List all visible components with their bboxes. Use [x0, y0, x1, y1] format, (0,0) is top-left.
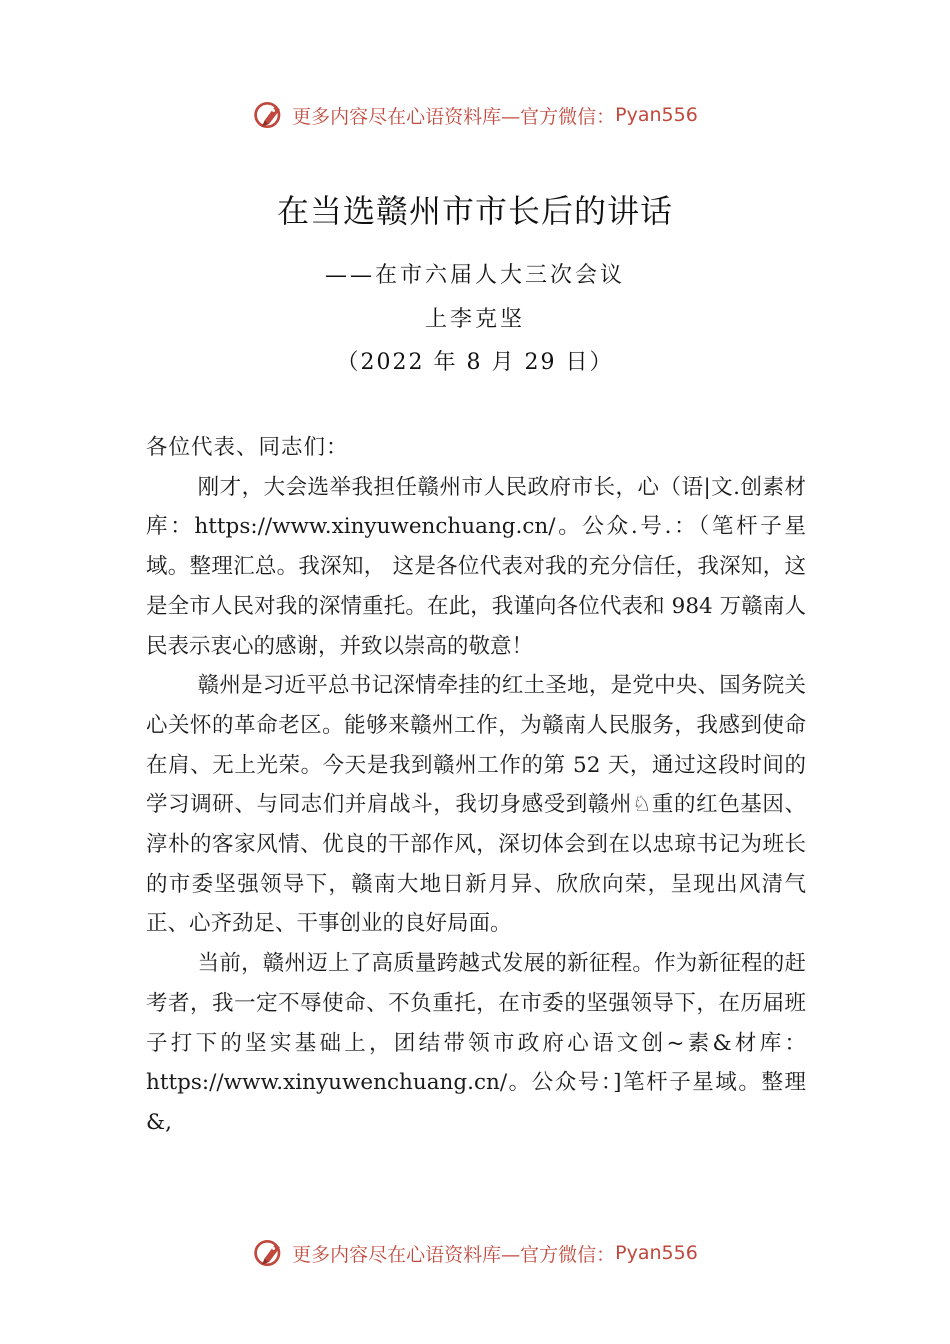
header-banner: [0, 95, 950, 135]
footer-banner: [0, 1233, 950, 1273]
document-subtitle-1: ——在市六届人大三次会议: [324, 263, 625, 288]
document-date: （2022 年 8 月 29 日）: [336, 350, 614, 375]
pen-nib-logo-icon: [252, 1235, 288, 1271]
banner-text: 更多内容尽在心语资料库—官方微信：: [292, 1243, 616, 1266]
document-title: 在当选赣州市市长后的讲话: [276, 192, 673, 230]
pen-nib-logo-icon: [252, 97, 288, 133]
banner-wechat-id: Pyan556: [615, 1242, 698, 1264]
banner-wechat-id: Pyan556: [615, 104, 698, 126]
greeting: 各位代表、同志们：: [146, 435, 349, 460]
paragraph-1: 刚才，大会选举我担任赣州市人民政府市长，心（语|文.创素材库：https://www.xinyuwenchuang.cn/。公众.号.：（笔杆子星域。整理汇总。我深知， 这是各位代表对我的充分信任，我深知，这是全市人民对我的深情重托。在此，我谨向各位代表和 984 万赣南人民表示衷心的感谢，并致以崇高的敬意！: [146, 474, 806, 659]
paragraph-2: 赣州是习近平总书记深情牵挂的红土圣地，是党中央、国务院关心关怀的革命老区。能够来赣州工作，为赣南人民服务，我感到使命在肩、无上光荣。今天是我到赣州工作的第 52 天，通过这段时间的学习调研、与同志们并肩战斗，我切身感受到赣州♘重的红色基因、淳朴的客家风情、优良的干部作风，深切体会到在以忠琼书记为班长的市委坚强领导下，赣南大地日新月异、欣欣向荣，呈现出风清气正、心齐劲足、干事创业的良好局面。: [146, 673, 806, 937]
document-subtitle-2: 上李克坚: [424, 307, 525, 332]
banner-text: 更多内容尽在心语资料库—官方微信：: [292, 105, 616, 128]
paragraph-3: 当前，赣州迈上了高质量跨越式发展的新征程。作为新征程的赶考者，我一定不辱使命、不负重托，在市委的坚强领导下，在历届班子打下的坚实基础上，团结带领市政府心语文创~素&材库：https://www.xinyuwenchuang.cn/。公众号：]笔杆子星域。整理&,: [146, 951, 806, 1135]
document-body: [146, 428, 806, 1143]
